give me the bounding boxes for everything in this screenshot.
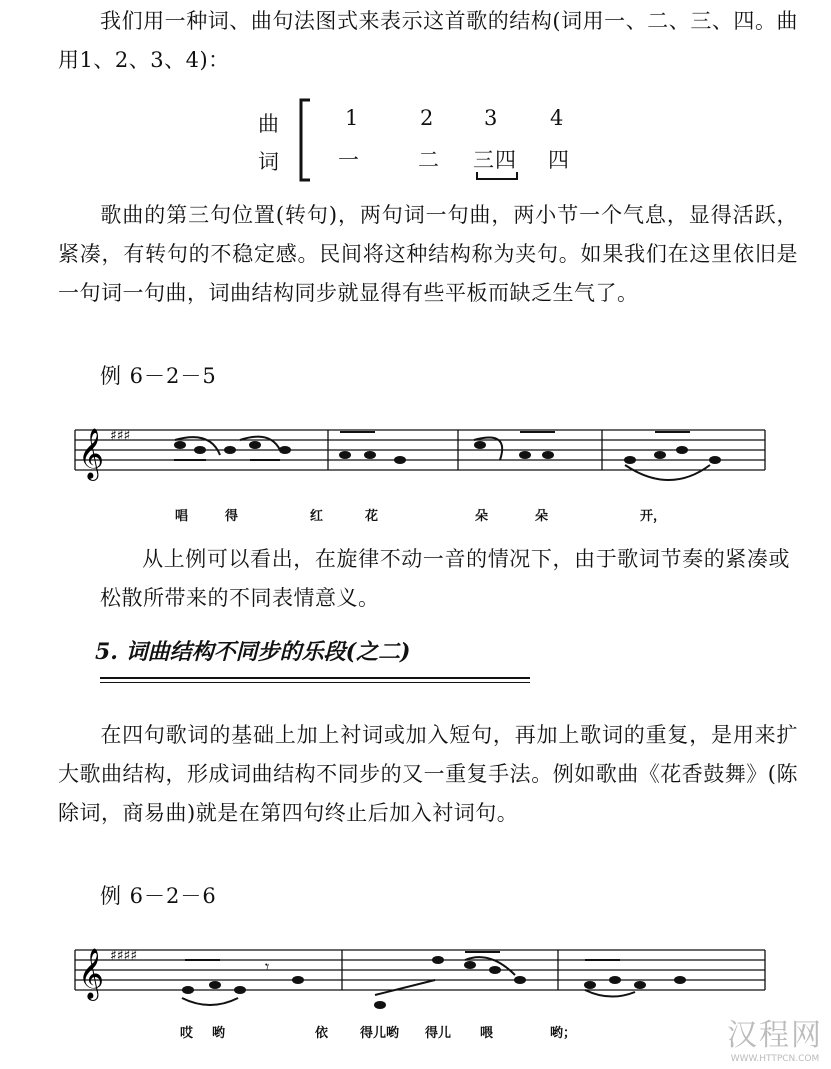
example-label-2: 例 6－2－6 bbox=[100, 884, 217, 908]
ci-3: 三四 bbox=[473, 148, 517, 172]
paragraph-3: 从上例可以看出，在旋律不动一音的情况下，由于歌词节奏的紧凑或松散所带来的不同表情意义。 bbox=[100, 547, 790, 610]
svg-text:𝄾: 𝄾 bbox=[265, 957, 270, 976]
lyric-1-6: 朵 bbox=[535, 509, 549, 524]
lyric-2-4: 得儿哟 bbox=[360, 1026, 400, 1041]
section-heading: 5. 词曲结构不同步的乐段(之二) bbox=[95, 639, 411, 665]
heading-underline bbox=[100, 677, 530, 683]
lyric-1-1: 唱 bbox=[175, 509, 189, 524]
lyric-2-5: 得儿 bbox=[425, 1026, 452, 1041]
paragraph-2: 歌曲的第三句位置(转句)，两句词一句曲，两小节一个气息，显得活跃，紧凑，有转句的不稳定感。民间将这种结构称为夹句。如果我们在这里依旧是一句词一句曲，词曲结构同步就显得有些平板而缺乏生气了。 bbox=[58, 203, 798, 305]
ci-slur bbox=[474, 170, 520, 182]
qu-3: 3 bbox=[484, 106, 499, 130]
svg-text:𝄞: 𝄞 bbox=[78, 948, 105, 999]
lyric-1-3: 红 bbox=[310, 509, 324, 524]
watermark-name: 汉程网 bbox=[727, 1018, 823, 1053]
qu-1: 1 bbox=[345, 106, 360, 130]
lyric-2-7: 哟； bbox=[550, 1026, 577, 1041]
lyric-2-2: 哟 bbox=[212, 1026, 226, 1041]
qu-2: 2 bbox=[420, 106, 435, 130]
scheme-qu-label: 曲 bbox=[258, 112, 280, 136]
lyric-1-2: 得 bbox=[225, 509, 239, 524]
ci-1: 一 bbox=[338, 148, 360, 172]
music-staff-2 bbox=[70, 930, 770, 1020]
svg-text:♯♯♯: ♯♯♯ bbox=[110, 428, 131, 444]
qu-4: 4 bbox=[550, 106, 565, 130]
scheme-bracket bbox=[296, 98, 316, 182]
example-label-1: 例 6－2－5 bbox=[100, 364, 217, 388]
music-staff-1 bbox=[70, 410, 770, 490]
watermark-logo bbox=[727, 1010, 823, 1064]
lyric-2-3: 依 bbox=[315, 1026, 329, 1041]
paragraph-intro: 我们用一种词、曲句法图式来表示这首歌的结构(词用一、二、三、四。曲用1、2、3、4)： bbox=[58, 9, 798, 72]
svg-text:♯♯♯♯: ♯♯♯♯ bbox=[110, 948, 138, 964]
lyric-2-6: 喂 bbox=[480, 1026, 494, 1041]
lyric-1-5: 朵 bbox=[475, 509, 489, 524]
lyric-1-4: 花 bbox=[365, 509, 379, 524]
lyric-1-7: 开， bbox=[640, 509, 667, 524]
ci-2: 二 bbox=[418, 148, 440, 172]
lyric-2-1: 哎 bbox=[180, 1026, 194, 1041]
paragraph-4: 在四句歌词的基础上加上衬词或加入短句，再加上歌词的重复，是用来扩大歌曲结构，形成词曲结构不同步的又一重复手法。例如歌曲《花香鼓舞》(陈除词，商易曲)就是在第四句终止后加入衬词句。 bbox=[58, 723, 798, 825]
scheme-ci-label: 词 bbox=[258, 150, 280, 174]
svg-text:𝄞: 𝄞 bbox=[78, 428, 105, 479]
ci-4: 四 bbox=[548, 148, 570, 172]
watermark-url: WWW.HTTPCN.COM bbox=[730, 1054, 820, 1064]
